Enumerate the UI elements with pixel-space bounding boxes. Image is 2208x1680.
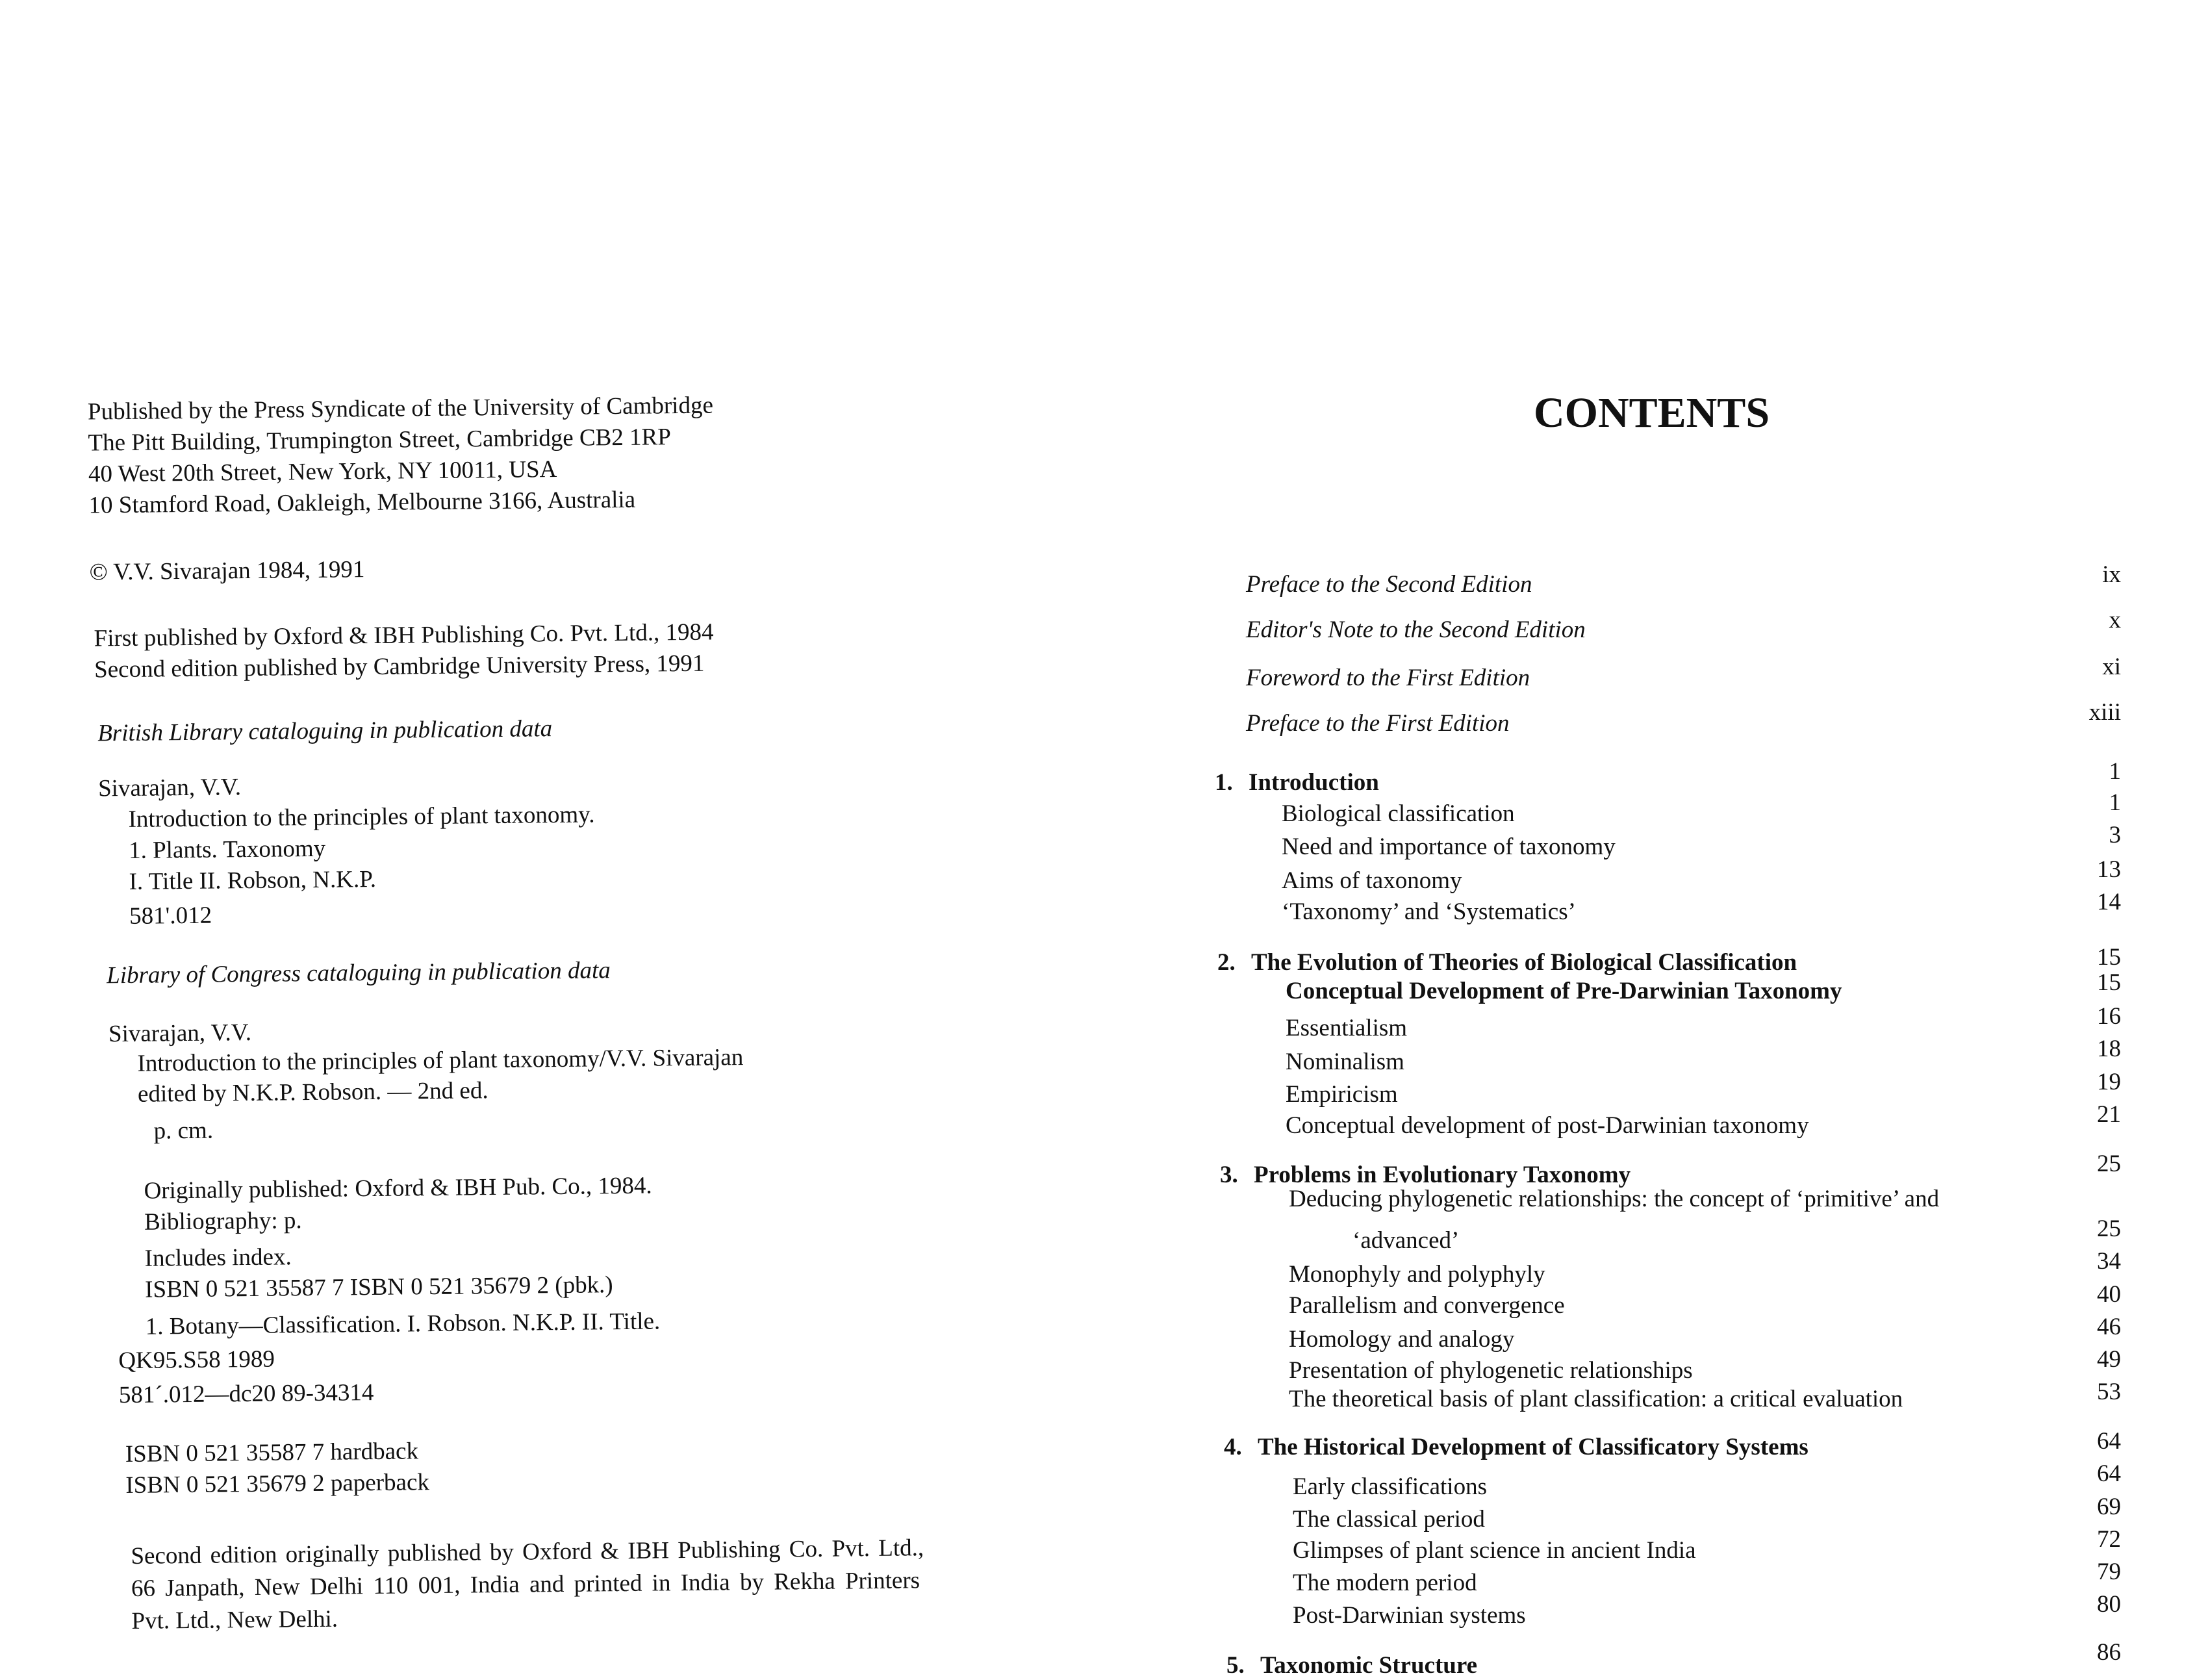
loc-heading: Library of Congress cataloguing in publication data	[106, 957, 611, 989]
toc-chapter-number: 1.	[1215, 769, 1233, 796]
bl-line: Introduction to the principles of plant taxonomy.	[128, 801, 595, 833]
toc-section: The modern period	[1293, 1570, 1477, 1596]
toc-chapter-number: 2.	[1217, 949, 1236, 976]
toc-section: The classical period	[1293, 1506, 1485, 1533]
toc-section: Early classifications	[1293, 1473, 1487, 1500]
loc-line: 581´.012—dc20 89-34314	[118, 1379, 374, 1409]
toc-front-entry: Foreword to the First Edition	[1246, 665, 1530, 691]
toc-page-number: 14	[2097, 889, 2121, 915]
toc-page-number: 21	[2097, 1101, 2121, 1128]
toc-page-number: xiii	[2088, 699, 2121, 726]
publisher-line: 40 West 20th Street, New York, NY 10011, USA	[88, 455, 557, 488]
bl-line: I. Title II. Robson, N.K.P.	[129, 865, 377, 895]
loc-line: Bibliography: p.	[144, 1207, 302, 1236]
printer-line: 66 Janpath, New Delhi 110 001, India and printed in India by Rekha Printers	[131, 1567, 920, 1602]
page-title: CONTENTS	[1533, 389, 1770, 437]
contents-page	[1104, 0, 2208, 1680]
toc-front-entry: Editor's Note to the Second Edition	[1246, 617, 1586, 643]
loc-line: Sivarajan, V.V.	[108, 1019, 252, 1048]
loc-line: 1. Botany—Classification. I. Robson. N.K.P. II. Title.	[145, 1308, 661, 1340]
history-line: Second edition published by Cambridge University Press, 1991	[94, 650, 705, 683]
toc-page-number: 3	[2109, 822, 2121, 848]
toc-page-number: 69	[2097, 1494, 2121, 1520]
toc-page-number: 15	[2097, 969, 2121, 996]
toc-page-number: 1	[2109, 789, 2121, 816]
toc-page-number: 72	[2097, 1526, 2121, 1553]
toc-chapter-title: Introduction	[1249, 769, 1379, 796]
toc-page-number: 80	[2097, 1591, 2121, 1618]
toc-chapter-number: 4.	[1224, 1434, 1242, 1460]
toc-page-number: 16	[2097, 1003, 2121, 1030]
toc-section-heading: Conceptual Development of Pre-Darwinian Taxonomy	[1286, 978, 1842, 1004]
toc-section-continued: ‘advanced’	[1352, 1227, 1460, 1254]
toc-page-number: 49	[2097, 1346, 2121, 1373]
loc-line: p. cm.	[153, 1117, 214, 1145]
loc-line: edited by N.K.P. Robson. — 2nd ed.	[137, 1077, 489, 1108]
toc-section: Aims of taxonomy	[1282, 867, 1462, 894]
toc-page-number: 25	[2097, 1151, 2121, 1177]
toc-chapter-title: The Evolution of Theories of Biological Classification	[1251, 949, 1797, 976]
loc-line: QK95.S58 1989	[118, 1345, 275, 1375]
isbn-line: ISBN 0 521 35679 2 paperback	[125, 1469, 430, 1499]
printer-line: Second edition originally published by Oxford & IBH Publishing Co. Pvt. Ltd.,	[131, 1534, 924, 1570]
toc-page-number: 64	[2097, 1428, 2121, 1455]
copyright: © V.V. Sivarajan 1984, 1991	[89, 556, 365, 586]
toc-section: Need and importance of taxonomy	[1282, 834, 1616, 860]
toc-page-number: 15	[2097, 944, 2121, 971]
toc-section: Conceptual development of post-Darwinian taxonomy	[1286, 1112, 1809, 1139]
toc-page-number: 86	[2097, 1639, 2121, 1666]
toc-section: Parallelism and convergence	[1289, 1292, 1565, 1319]
toc-chapter-title: Taxonomic Structure	[1260, 1652, 1478, 1679]
toc-section: ‘Taxonomy’ and ‘Systematics’	[1282, 898, 1576, 925]
history-line: First published by Oxford & IBH Publishing Co. Pvt. Ltd., 1984	[94, 618, 714, 652]
loc-line: ISBN 0 521 35587 7 ISBN 0 521 35679 2 (pbk.)	[144, 1271, 613, 1303]
bl-line: 1. Plants. Taxonomy	[128, 835, 326, 864]
toc-page-number: 53	[2097, 1379, 2121, 1405]
toc-page-number: 79	[2097, 1559, 2121, 1585]
toc-section: Biological classification	[1282, 800, 1515, 827]
toc-section: Nominalism	[1286, 1049, 1404, 1075]
toc-page-number: 18	[2097, 1036, 2121, 1062]
toc-chapter-title: The Historical Development of Classificatory Systems	[1258, 1434, 1808, 1460]
toc-section: Presentation of phylogenetic relationships	[1289, 1357, 1693, 1384]
toc-section: Homology and analogy	[1289, 1326, 1515, 1353]
publisher-line: The Pitt Building, Trumpington Street, Cambridge CB2 1RP	[88, 424, 672, 457]
toc-section: Deducing phylogenetic relationships: the concept of ‘primitive’ and	[1289, 1186, 1940, 1212]
toc-section: The theoretical basis of plant classification: a critical evaluation	[1289, 1386, 1903, 1412]
bl-heading: British Library cataloguing in publication data	[97, 715, 553, 747]
toc-page-number: 13	[2097, 856, 2121, 883]
toc-page-number: 1	[2109, 758, 2121, 785]
loc-line: Originally published: Oxford & IBH Pub. Co., 1984.	[144, 1172, 652, 1204]
toc-page-number: 19	[2097, 1069, 2121, 1095]
toc-page-number: ix	[2102, 561, 2121, 588]
toc-section: Post-Darwinian systems	[1293, 1602, 1526, 1629]
toc-chapter-number: 3.	[1220, 1162, 1238, 1188]
toc-section: Glimpses of plant science in ancient India	[1293, 1537, 1696, 1564]
toc-page-number: 34	[2097, 1248, 2121, 1275]
printer-line: Pvt. Ltd., New Delhi.	[131, 1605, 338, 1635]
loc-line: Includes index.	[144, 1243, 292, 1272]
publisher-line: Published by the Press Syndicate of the University of Cambridge	[87, 392, 714, 426]
toc-front-entry: Preface to the First Edition	[1246, 710, 1510, 737]
loc-line: Introduction to the principles of plant taxonomy/V.V. Sivarajan	[137, 1044, 744, 1077]
bl-line: Sivarajan, V.V.	[97, 774, 242, 802]
toc-page-number: 46	[2097, 1314, 2121, 1340]
toc-front-entry: Preface to the Second Edition	[1246, 571, 1532, 598]
bl-line: 581'.012	[129, 902, 212, 930]
toc-chapter-title: Problems in Evolutionary Taxonomy	[1254, 1162, 1631, 1188]
isbn-line: ISBN 0 521 35587 7 hardback	[125, 1438, 419, 1468]
toc-page-number: 25	[2097, 1215, 2121, 1242]
toc-page-number: xi	[2102, 654, 2121, 680]
toc-chapter-number: 5.	[1226, 1652, 1245, 1679]
toc-section: Essentialism	[1286, 1015, 1408, 1041]
toc-page-number: x	[2109, 607, 2121, 633]
toc-section: Monophyly and polyphyly	[1289, 1261, 1545, 1288]
publisher-line: 10 Stamford Road, Oakleigh, Melbourne 3166, Australia	[88, 486, 636, 519]
toc-page-number: 64	[2097, 1460, 2121, 1487]
toc-page-number: 40	[2097, 1281, 2121, 1308]
toc-section: Empiricism	[1286, 1081, 1398, 1108]
